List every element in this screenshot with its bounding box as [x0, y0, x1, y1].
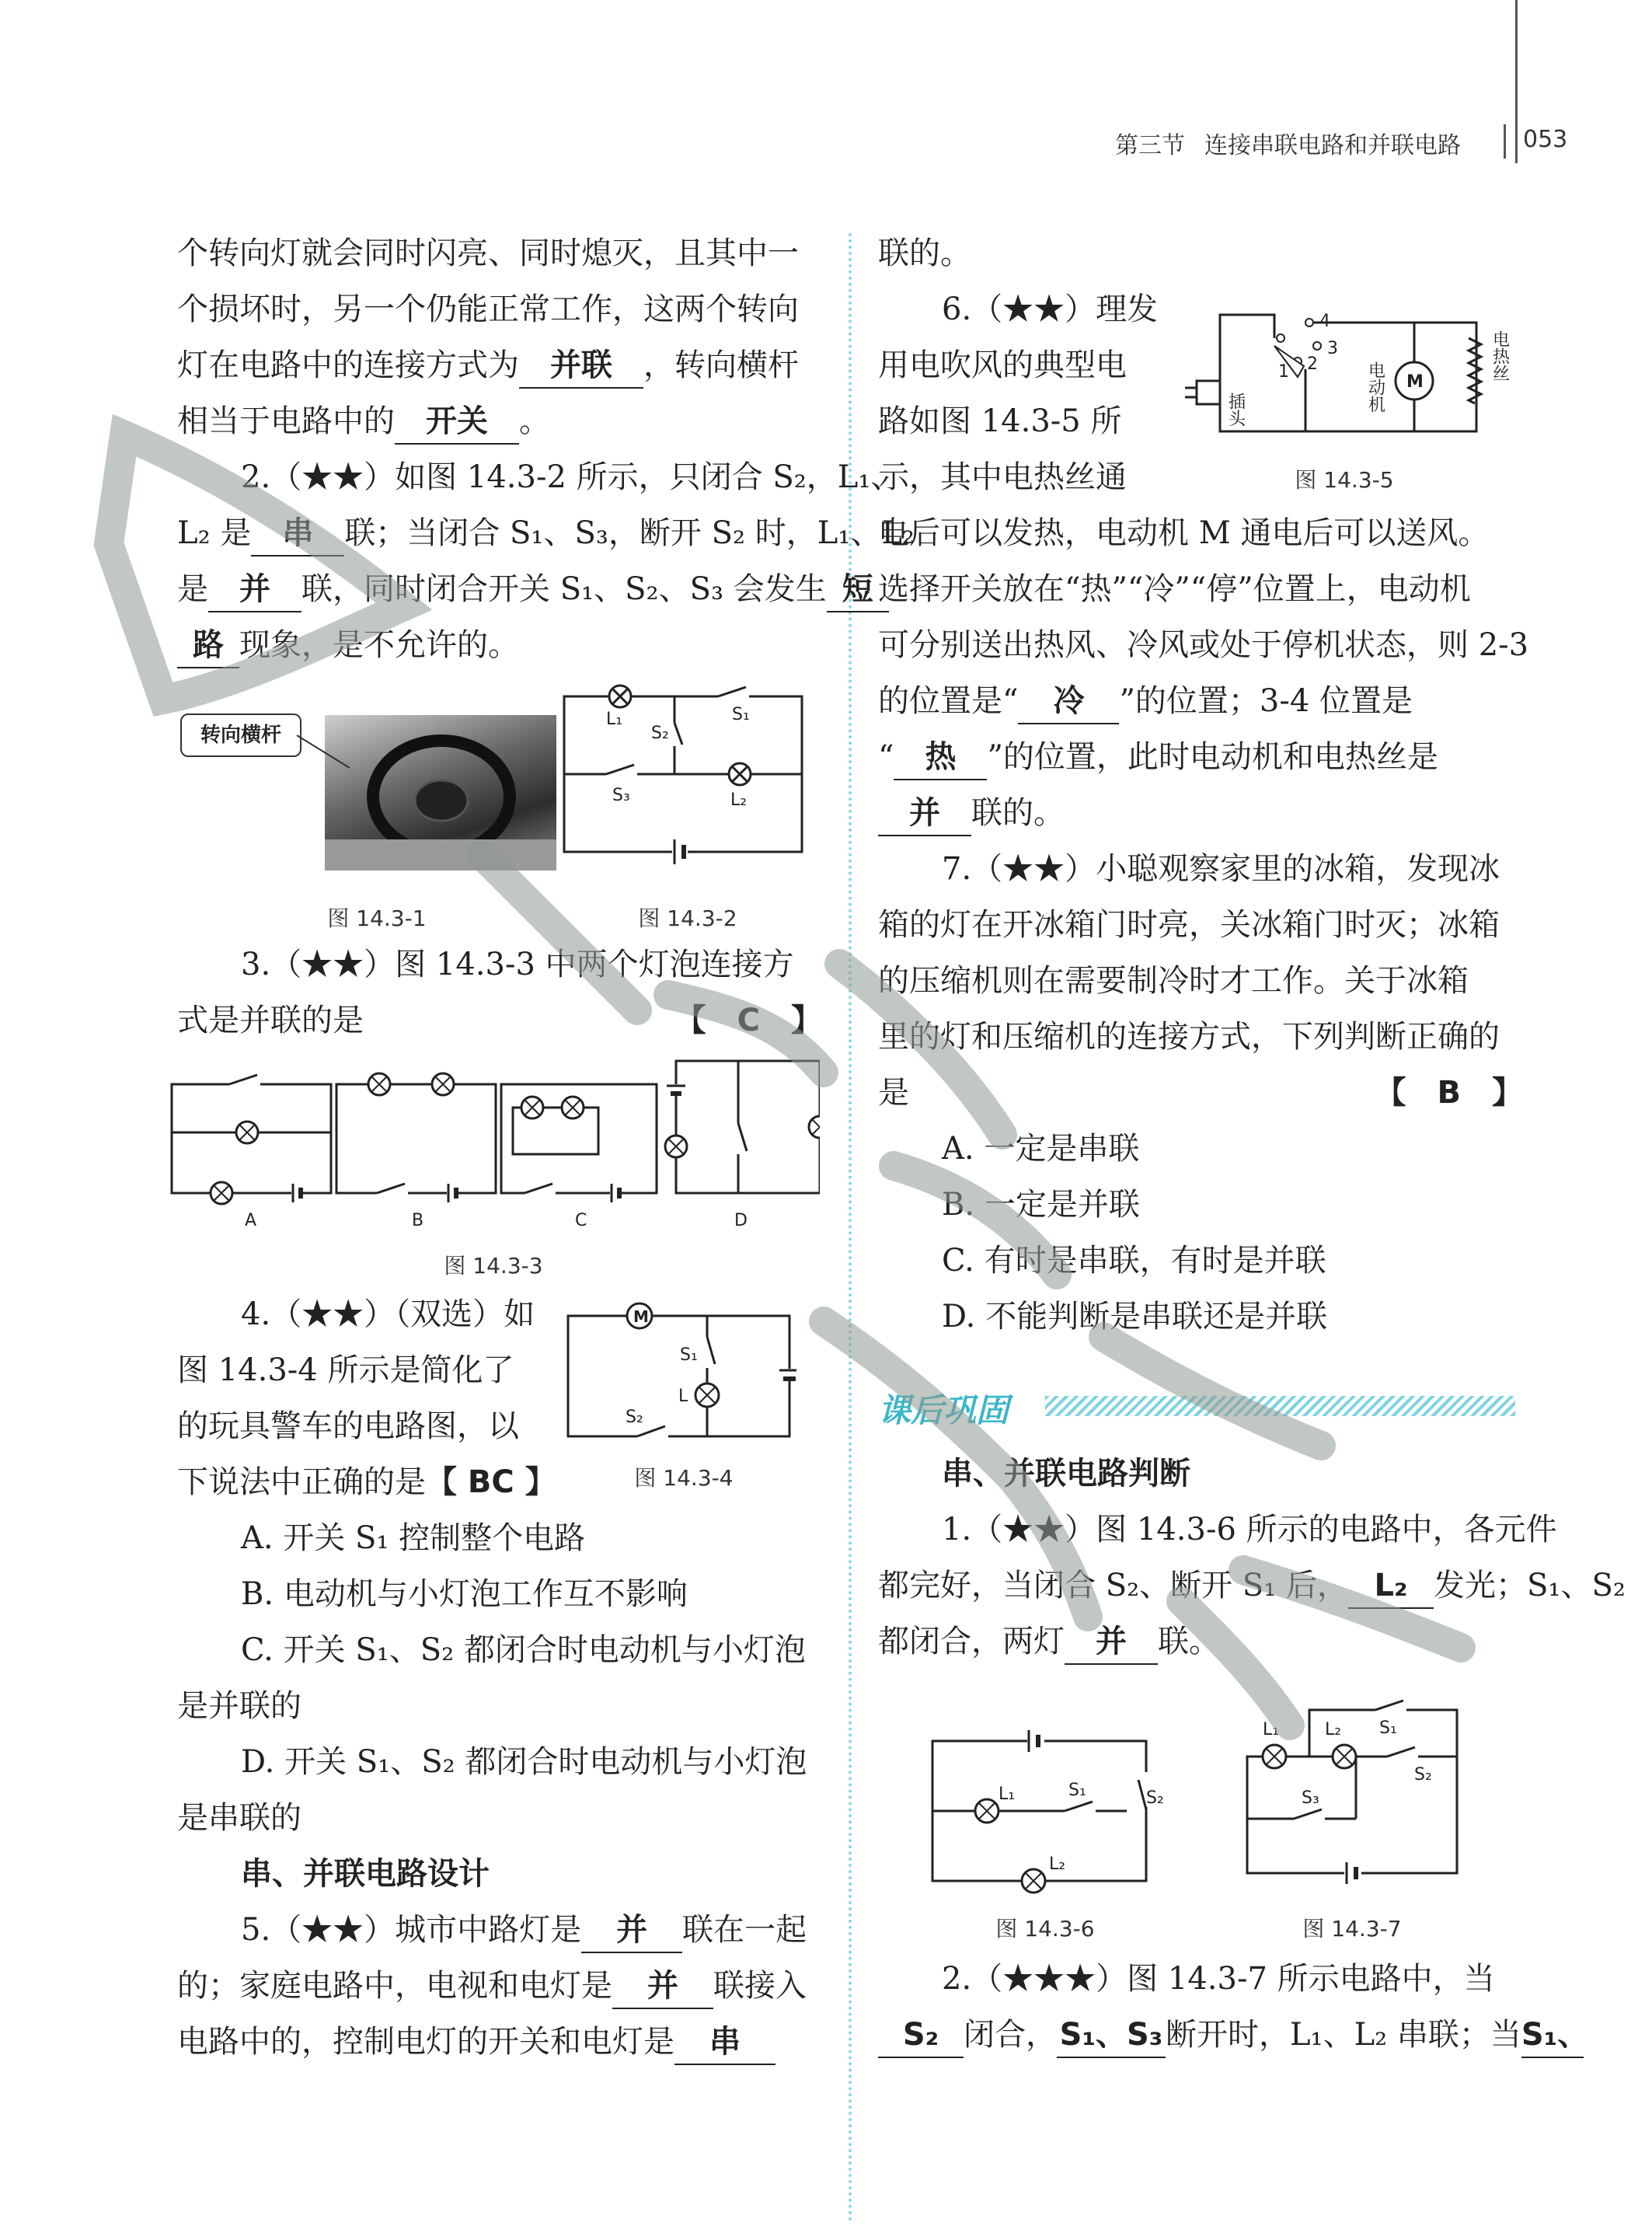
motor-label: 电动机: [1365, 361, 1385, 413]
figure-caption: 图 14.3-6: [995, 1916, 1095, 1942]
text-line: 路如图 14.3-5 所: [878, 403, 1122, 439]
label-S2: S₂: [1414, 1765, 1432, 1785]
circuit-14-3-5: [1181, 291, 1546, 455]
label-L2: L₂: [1325, 1720, 1342, 1739]
figure-caption: 图 14.3-2: [638, 905, 737, 931]
text-line: “ 热 ”的位置，此时电动机和电热丝是: [878, 729, 1523, 785]
answer-blank: S₂: [878, 2013, 964, 2058]
turn-lever-callout: 转向横杆: [180, 714, 301, 757]
option: D. 开关 S₁、S₂ 都闭合时电动机与小灯泡: [241, 1744, 807, 1780]
option-label-A: A: [245, 1211, 257, 1230]
text-line: 的压缩机则在需要制冷时才工作。关于冰箱: [878, 963, 1469, 999]
option: C. 有时是串联，有时是并联: [942, 1243, 1326, 1279]
text-line: 3.（★★）图 14.3-3 中两个灯泡连接方: [241, 947, 794, 982]
text-line: 并 联的。: [878, 785, 1523, 841]
circuit-14-3-2: [559, 684, 808, 871]
text-line: 都闭合，两灯 并 联。: [878, 1614, 1523, 1670]
answer-blank: 并: [612, 1964, 713, 2009]
label-L: L: [678, 1387, 688, 1406]
answer-bracket: 【 BC 】: [426, 1464, 556, 1500]
text-line: L₂ 是 串 联；当闭合 S₁、S₃，断开 S₂ 时，L₁、L₂: [177, 505, 822, 561]
label-L1: L₁: [999, 1785, 1016, 1804]
contact-2: 2: [1307, 354, 1318, 374]
label-S3: S₃: [1302, 1788, 1319, 1808]
question-6: 6.（★★）理发: [942, 291, 1159, 327]
answer-bracket: 【 C 】: [674, 1003, 822, 1038]
question-3: [177, 937, 822, 1048]
banner-title: 课后巩固: [878, 1391, 1009, 1429]
circuit-14-3-7: [1236, 1687, 1469, 1896]
option: D. 不能判断是串联还是并联: [942, 1299, 1328, 1335]
option: B. 电动机与小灯泡工作互不影响: [241, 1576, 688, 1612]
label-L1: L₁: [1263, 1720, 1280, 1739]
text-line: 的；家庭电路中，电视和电灯是 并 联接入: [177, 1958, 822, 2014]
banner-stripes: [1045, 1396, 1515, 1416]
label-S1: S₁: [1379, 1718, 1397, 1738]
header-divider-right: [1515, 0, 1518, 163]
text-line: 图 14.3-4 所示是简化了: [177, 1352, 514, 1388]
text-line: 可分别送出热风、冷风或处于停机状态，则 2-3: [878, 627, 1529, 663]
contact-4: 4: [1319, 312, 1330, 331]
text-line: 选择开关放在“热”“冷”“停”位置上，电动机: [878, 571, 1471, 607]
text-line: 式是并联的是 【 C 】: [177, 993, 822, 1048]
text-line: 电路中的，控制电灯的开关和电灯是 串: [177, 2014, 822, 2070]
motor-symbol: M: [1406, 372, 1424, 392]
figure-caption: 图 14.3-5: [1295, 467, 1394, 493]
label-S1: S₁: [680, 1345, 698, 1365]
text-line: 4.（★★）（双选）如: [241, 1296, 535, 1332]
answer-blank: S₁、S₃: [1057, 2013, 1166, 2058]
answer-blank: 并: [878, 791, 971, 836]
answer-blank: 并联: [519, 344, 643, 389]
section-heading: 串、并联电路设计: [241, 1856, 490, 1892]
text-line: 个损坏时，另一个仍能正常工作，这两个转向: [177, 291, 799, 327]
circuit-14-3-6: [925, 1725, 1166, 1904]
option-cont: 是串联的: [177, 1800, 301, 1836]
label-L2: L₂: [730, 790, 748, 810]
option: B. 一定是并联: [942, 1187, 1140, 1223]
text-line: 是 【 B 】: [878, 1065, 1523, 1121]
header-title: 连接串联电路和并联电路: [1204, 132, 1461, 159]
label-L1: L₁: [606, 710, 623, 729]
answer-blank: 路: [177, 623, 239, 668]
section-heading: 串、并联电路判断: [942, 1456, 1190, 1492]
question-5: 5.（★★）城市中路灯是 并 联在一起: [177, 1902, 822, 1958]
text-line: 下说法中正确的是【 BC 】: [177, 1464, 556, 1500]
question-2: 2.（★★）如图 14.3-2 所示，只闭合 S₂，L₁、: [241, 459, 902, 495]
header-section: 第三节: [1115, 132, 1185, 159]
text-line: 是 并 联，同时闭合开关 S₁、S₂、S₃ 会发生 短: [177, 561, 822, 617]
label-M: M: [633, 1307, 649, 1326]
option-label-C: C: [575, 1211, 587, 1230]
problem-1: 1.（★★）图 14.3-6 所示的电路中，各元件: [942, 1512, 1557, 1547]
answer-blank: S₁、: [1521, 2013, 1584, 2058]
answer-blank: 并: [208, 567, 301, 612]
answer-blank: 热: [894, 735, 987, 780]
answer-blank: 冷: [1018, 679, 1119, 724]
heater-label: 电热丝: [1490, 330, 1510, 382]
label-S1: S₁: [732, 705, 750, 724]
answer-blank: 开关: [395, 399, 519, 445]
text-line: 个转向灯就会同时闪亮、同时熄灭，且其中一: [177, 236, 799, 271]
figure-caption: 图 14.3-3: [444, 1253, 543, 1279]
left-column-top: [177, 225, 915, 673]
figure-caption: 图 14.3-1: [327, 905, 427, 931]
label-S3: S₃: [612, 786, 630, 805]
answer-blank: L₂: [1348, 1564, 1434, 1609]
after-class-banner: [878, 1385, 1515, 1429]
right-column-bottom: [878, 1446, 1626, 1670]
question-7: 7.（★★）小聪观察家里的冰箱，发现冰: [942, 851, 1500, 887]
option: A. 一定是串联: [942, 1131, 1140, 1167]
label-S2: S₂: [1146, 1788, 1164, 1808]
answer-blank: 串: [674, 2020, 775, 2065]
header-divider: [1504, 124, 1506, 159]
answer-blank: 并: [1065, 1620, 1158, 1665]
text-line: 里的灯和压缩机的连接方式，下列判断正确的: [878, 1019, 1500, 1055]
option: A. 开关 S₁ 控制整个电路: [241, 1520, 586, 1556]
figure-caption: 图 14.3-4: [634, 1465, 734, 1491]
label-S2: S₂: [626, 1408, 643, 1427]
steering-wheel-photo: [325, 715, 556, 871]
text-line: 示，其中电热丝通: [878, 459, 1127, 495]
text-line: 灯在电路中的连接方式为 并联 ，转向横杆: [177, 337, 822, 393]
contact-3: 3: [1327, 339, 1338, 358]
text-line: 的玩具警车的电路图，以: [177, 1408, 519, 1444]
text-line: 用电吹风的典型电: [878, 347, 1127, 383]
text-line: S₂ 闭合，S₁、S₃断开时，L₁、L₂ 串联；当S₁、: [878, 2007, 1523, 2063]
text-line: 电后可以发热，电动机 M 通电后可以送风。: [878, 515, 1490, 551]
option-label-D: D: [734, 1211, 748, 1230]
text-line: 路 现象，是不允许的。: [177, 617, 822, 673]
answer-bracket: 【 B 】: [1375, 1075, 1523, 1111]
text-line: 的位置是“ 冷 ”的位置；3-4 位置是: [878, 673, 1523, 729]
problem-2: [878, 1951, 1589, 2063]
text-line: 联的。: [878, 236, 971, 271]
text-line: 2.（★★★）图 14.3-7 所示电路中，当: [942, 1961, 1495, 1997]
circuit-14-3-3: [167, 1045, 820, 1240]
option: C. 开关 S₁、S₂ 都闭合时电动机与小灯泡: [241, 1632, 806, 1668]
contact-1: 1: [1278, 362, 1289, 382]
answer-blank: 短: [827, 567, 889, 612]
option-label-B: B: [412, 1211, 424, 1230]
label-S1: S₁: [1068, 1781, 1086, 1800]
text-line: 都完好，当闭合 S₂、断开 S₁ 后， L₂ 发光；S₁、S₂: [878, 1558, 1523, 1614]
page-number: 053: [1523, 126, 1568, 153]
answer-blank: 串: [251, 511, 344, 556]
label-L2: L₂: [1049, 1854, 1066, 1874]
option-cont: 是并联的: [177, 1688, 301, 1724]
text-line: 相当于电路中的 开关 。: [177, 393, 822, 449]
label-S2: S₂: [651, 724, 669, 743]
answer-blank: 并: [581, 1908, 682, 1953]
circuit-14-3-4: [563, 1294, 796, 1450]
figure-caption: 图 14.3-7: [1302, 1916, 1402, 1942]
plug-label: 插头: [1225, 393, 1246, 427]
text-line: 箱的灯在开冰箱门时亮，关冰箱门时灭；冰箱: [878, 907, 1500, 943]
callout-pointer: [295, 729, 357, 776]
